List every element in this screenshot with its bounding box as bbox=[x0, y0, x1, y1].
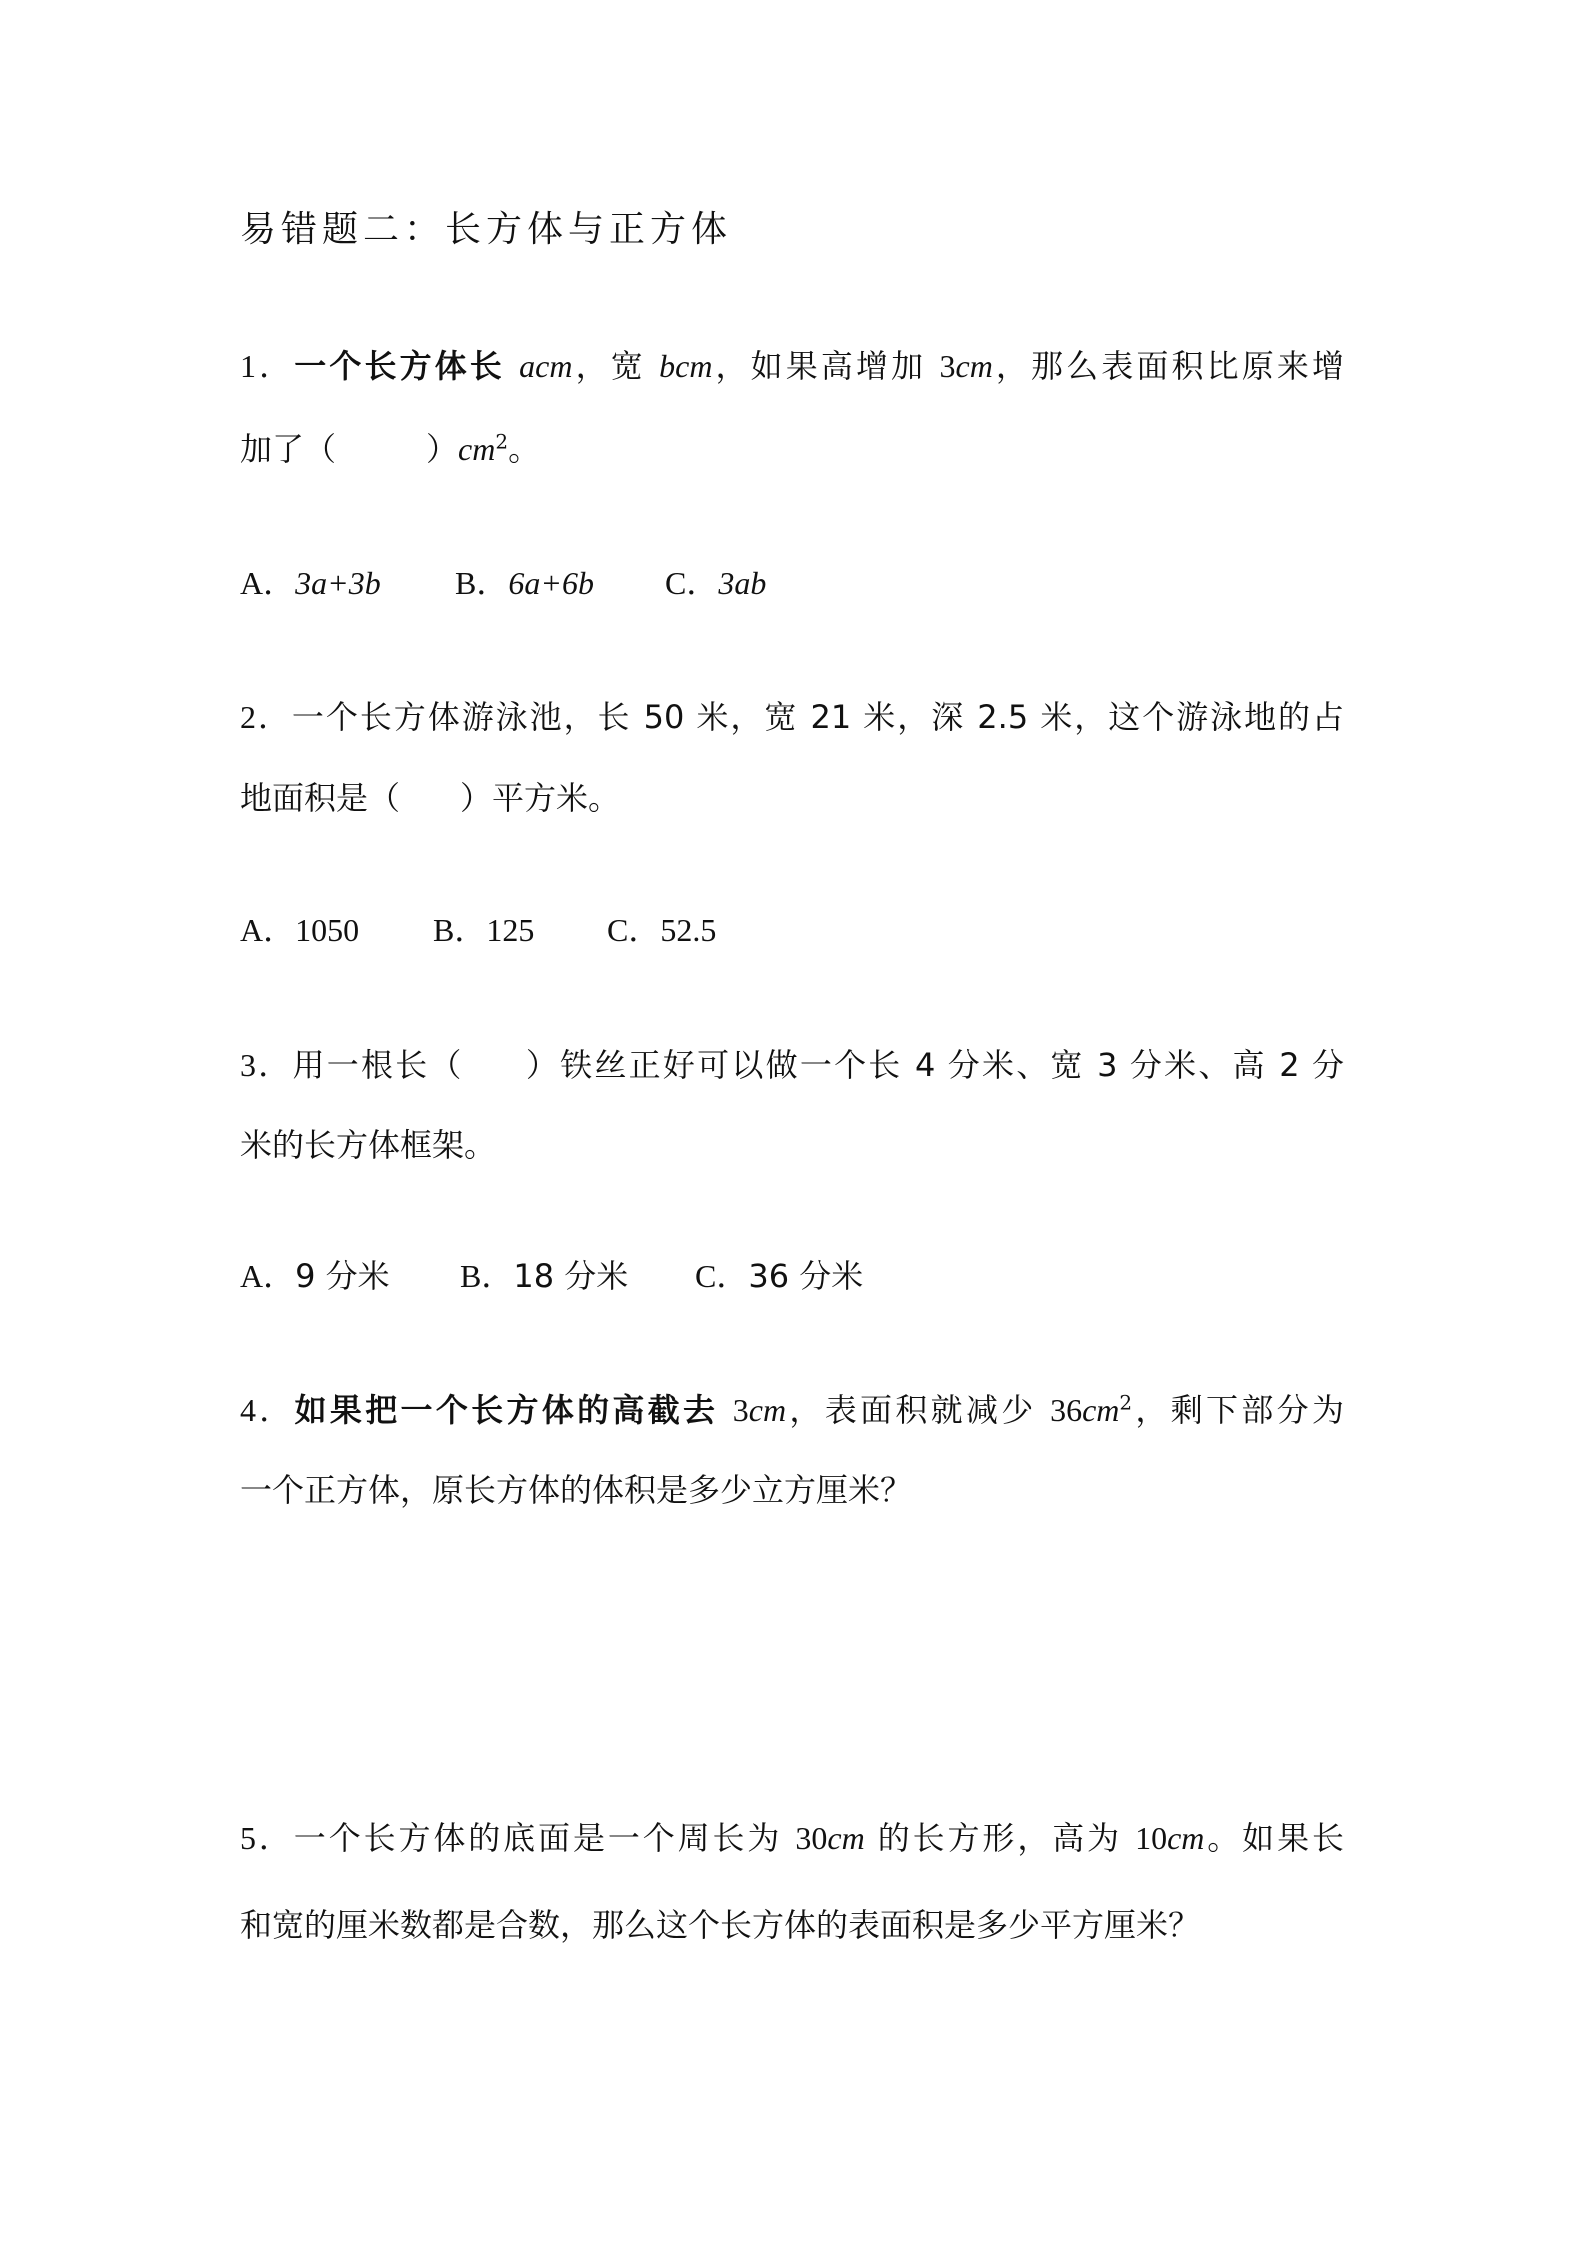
math-var: acm bbox=[519, 348, 573, 384]
superscript: 2 bbox=[495, 429, 509, 454]
question-1-line-1 bbox=[240, 345, 1344, 387]
question-5-line-1 bbox=[240, 1817, 1344, 1859]
math-unit: cm bbox=[458, 431, 496, 467]
page-title: 易错题二：长方体与正方体 bbox=[240, 209, 733, 250]
math-unit: cm bbox=[748, 1392, 787, 1428]
question-number: 1． bbox=[240, 348, 295, 384]
option-a[interactable] bbox=[240, 562, 381, 604]
question-text: 地面积是（ bbox=[240, 779, 401, 817]
option-value: 125 bbox=[486, 912, 535, 948]
question-text: ，表面积就减少 bbox=[786, 1391, 1051, 1429]
math-number: 10 bbox=[1135, 1820, 1168, 1856]
option-value: 36 分米 bbox=[748, 1257, 864, 1295]
option-letter: A． bbox=[240, 1258, 296, 1294]
question-3-options bbox=[240, 1255, 940, 1297]
question-2-line-1 bbox=[240, 696, 1344, 738]
option-letter: B． bbox=[460, 1258, 514, 1294]
option-letter: C． bbox=[665, 565, 719, 601]
option-value: 3ab bbox=[718, 565, 767, 601]
option-value: 52.5 bbox=[660, 912, 717, 948]
question-5-line-2 bbox=[240, 1904, 1200, 1946]
option-value: 18 分米 bbox=[513, 1257, 629, 1295]
question-1-options bbox=[240, 562, 840, 604]
option-value: 9 分米 bbox=[295, 1257, 390, 1295]
question-text: 米的长方体框架。 bbox=[240, 1126, 497, 1164]
math-number: 36 bbox=[1050, 1392, 1083, 1428]
option-a[interactable] bbox=[240, 1255, 390, 1297]
question-3-line-1 bbox=[240, 1044, 1344, 1086]
math-number: 30 bbox=[795, 1820, 828, 1856]
question-text: ）铁丝正好可以做一个长 4 分米、宽 3 分米、高 2 分 bbox=[523, 1046, 1344, 1084]
option-c[interactable] bbox=[665, 562, 766, 604]
option-value: 3a+3b bbox=[295, 565, 381, 601]
math-number: 3 bbox=[732, 1392, 749, 1428]
question-text: 一个正方体，原长方体的体积是多少立方厘米？ bbox=[240, 1471, 913, 1509]
math-var: bcm bbox=[659, 348, 713, 384]
question-text: 。如果长 bbox=[1204, 1819, 1344, 1857]
question-text: 一个长方体的底面是一个周长为 bbox=[293, 1819, 796, 1857]
option-b[interactable] bbox=[433, 909, 534, 951]
question-text: 如果把一个长方体的高截去 bbox=[294, 1391, 733, 1429]
option-b[interactable] bbox=[460, 1255, 628, 1297]
question-text: ，剩下部分为 bbox=[1132, 1391, 1344, 1429]
question-4-line-1 bbox=[240, 1389, 1344, 1431]
question-4-line-2 bbox=[240, 1469, 912, 1511]
math-number: 3 bbox=[939, 348, 956, 384]
option-letter: A． bbox=[240, 912, 296, 948]
superscript: 2 bbox=[1119, 1390, 1133, 1415]
option-value: 6a+6b bbox=[508, 565, 594, 601]
question-text: ，宽 bbox=[572, 347, 660, 385]
question-text: 一个长方体游泳池，长 50 米，宽 21 米，深 2.5 米，这个游泳地的占 bbox=[291, 698, 1344, 736]
question-3-line-2 bbox=[240, 1124, 496, 1166]
question-text: ） bbox=[426, 430, 459, 468]
math-unit: cm bbox=[827, 1820, 865, 1856]
question-text: 和宽的厘米数都是合数，那么这个长方体的表面积是多少平方厘米？ bbox=[240, 1906, 1201, 1944]
math-unit: cm bbox=[1167, 1820, 1205, 1856]
option-letter: B． bbox=[455, 565, 509, 601]
question-text: 。 bbox=[508, 430, 541, 468]
question-text: ，如果高增加 bbox=[712, 347, 940, 385]
option-letter: B． bbox=[433, 912, 487, 948]
option-letter: C． bbox=[607, 912, 661, 948]
option-a[interactable] bbox=[240, 909, 359, 951]
option-c[interactable] bbox=[695, 1255, 863, 1297]
question-text: 一个长方体长 bbox=[294, 347, 520, 385]
math-unit: cm bbox=[955, 348, 993, 384]
question-5-answer-space[interactable] bbox=[240, 1965, 1344, 2205]
question-1-line-2 bbox=[240, 428, 540, 470]
question-text: 加了（ bbox=[240, 430, 337, 468]
question-number: 5． bbox=[240, 1820, 294, 1856]
question-number: 3． bbox=[240, 1047, 293, 1083]
option-letter: A． bbox=[240, 565, 296, 601]
question-number: 2． bbox=[240, 699, 292, 735]
question-text: ，那么表面积比原来增 bbox=[992, 347, 1344, 385]
question-text: 的长方形，高为 bbox=[864, 1819, 1136, 1857]
question-2-line-2 bbox=[240, 777, 620, 819]
option-b[interactable] bbox=[455, 562, 594, 604]
option-value: 1050 bbox=[295, 912, 360, 948]
question-4-answer-space[interactable] bbox=[240, 1530, 1344, 1790]
question-text: ）平方米。 bbox=[460, 779, 621, 817]
math-unit: cm bbox=[1082, 1392, 1120, 1428]
question-2-options bbox=[240, 909, 840, 951]
question-text: 用一根长（ bbox=[292, 1046, 464, 1084]
option-c[interactable] bbox=[607, 909, 716, 951]
question-number: 4． bbox=[240, 1392, 295, 1428]
option-letter: C． bbox=[695, 1258, 749, 1294]
